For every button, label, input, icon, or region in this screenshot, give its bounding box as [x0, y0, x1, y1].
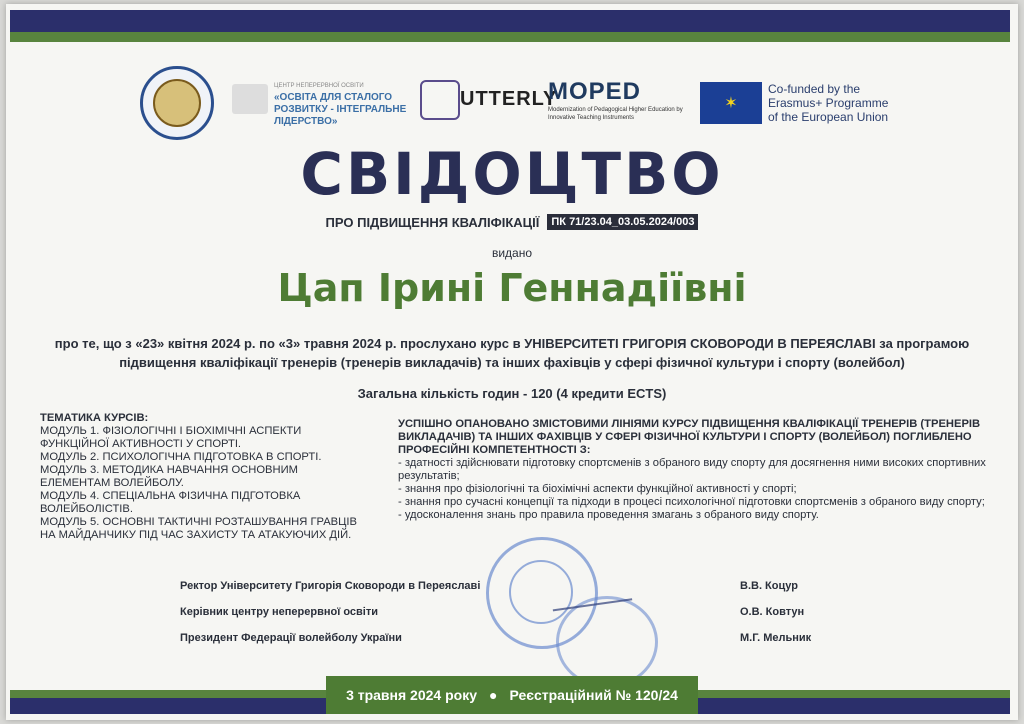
signatory-role: Президент Федерації волейболу України [180, 632, 402, 644]
eu-flag-icon: ✶ [700, 82, 762, 124]
course-topics [40, 412, 370, 542]
erasmus-text: Co-funded by the Erasmus+ Programme of the European Union [768, 82, 889, 124]
signatory-name: М.Г. Мельник [740, 632, 812, 644]
competencies [398, 418, 998, 522]
certificate-subtitle-row [0, 214, 1024, 230]
competency-item: - здатності здійснювати підготовку спортсменів з обраного виду спорту для досягнення ними високих спортивних результатів; [398, 457, 986, 482]
center-logo-caption: ЦЕНТР НЕПЕРЕРВНОЇ ОСВІТИ [274, 83, 364, 89]
utterly-logo [420, 80, 558, 124]
certificate-body: про те, що з «23» квітня 2024 р. по «3» травня 2024 р. прослухано курс в УНІВЕРСИТЕТІ ГРИГОРІЯ СКОВОРОДИ В ПЕРЕЯСЛАВІ за програмою підвищення кваліфікації тренерів (тренерів викладачів) та інших фахівців у сфері фізичної культури і спорту (волейбол) [54, 336, 970, 370]
signatory-role: Ректор Університету Григорія Сковороди в Переяславі [180, 580, 481, 592]
top-green-stripe [10, 32, 1010, 42]
erasmus-logo [700, 82, 900, 126]
signatory-name: В.В. Коцур [740, 580, 798, 592]
graduation-cap-icon [232, 84, 268, 114]
utterly-icon [420, 80, 460, 120]
recipient-name: Цап Ірині Геннадіївні [277, 266, 747, 310]
university-seal-logo [140, 66, 214, 140]
topic-item: МОДУЛЬ 4. СПЕЦІАЛЬНА ФІЗИЧНА ПІДГОТОВКА ВОЛЕЙБОЛІСТІВ. [40, 490, 301, 515]
topic-item: МОДУЛЬ 5. ОСНОВНІ ТАКТИЧНІ РОЗТАШУВАННЯ ГРАВЦІВ НА МАЙДАНЧИКУ ПІД ЧАС ЗАХИСТУ ТА АТАКУЮЧИХ ДІЙ. [40, 516, 357, 541]
moped-logo-text: MOPED [548, 78, 642, 105]
continuing-education-center-logo [232, 80, 422, 127]
issue-date: 3 травня 2024 року [346, 687, 477, 703]
topic-item: МОДУЛЬ 1. ФІЗІОЛОГІЧНІ І БІОХІМІЧНІ АСПЕКТИ ФУНКЦІЙНОЇ АКТИВНОСТІ У СПОРТІ. [40, 425, 302, 450]
registration-code: ПК 71/23.04_03.05.2024/003 [547, 214, 698, 230]
top-border-band [10, 10, 1010, 32]
bullet-icon: ● [488, 687, 498, 703]
moped-logo-subtitle: Modernization of Pedagogical Higher Education by Innovative Teaching Instruments [548, 107, 683, 121]
topics-header: ТЕМАТИКА КУРСІВ: [40, 412, 149, 424]
certificate-title: СВІДОЦТВО [300, 140, 724, 208]
footer-box [326, 676, 698, 714]
total-hours: Загальна кількість годин - 120 (4 кредити ECTS) [357, 386, 667, 401]
university-coat-of-arms-icon [153, 79, 201, 127]
signatory-name: О.В. Ковтун [740, 606, 805, 618]
competency-item: - знання про сучасні концепції та підходи в процесі психологічної підготовки спортсменів з обраного виду спорту; [398, 496, 985, 508]
moped-logo [548, 78, 688, 138]
topic-item: МОДУЛЬ 2. ПСИХОЛОГІЧНА ПІДГОТОВКА В СПОРТІ. [40, 451, 322, 463]
utterly-logo-text: UTTERLY [460, 88, 558, 110]
registration-number: Реєстраційний № 120/24 [509, 687, 678, 703]
federation-stamp [556, 596, 658, 688]
competencies-header: УСПІШНО ОПАНОВАНО ЗМІСТОВИМИ ЛІНІЯМИ КУРСУ ПІДВИЩЕННЯ КВАЛІФІКАЦІЇ ТРЕНЕРІВ (ТРЕНЕРІВ ВИКЛАДАЧІВ) ТА ІНШИХ ФАХІВЦІВ У СФЕРІ ФІЗИЧНОЇ КУЛЬТУРИ І СПОРТУ (ВОЛЕЙБОЛ) ПОГЛИБЛЕНО ПРОФЕСІЙНІ КОМПЕТЕНТНОСТІ З: [398, 418, 981, 456]
signatory-role: Керівник центру неперервної освіти [180, 606, 379, 618]
issued-label: видано [491, 246, 533, 260]
certificate-subtitle: ПРО ПІДВИЩЕННЯ КВАЛІФІКАЦІЇ [325, 214, 540, 230]
logos-row [0, 66, 1024, 136]
center-logo-title: «ОСВІТА ДЛЯ СТАЛОГО РОЗВИТКУ - ІНТЕГРАЛЬНЕ ЛІДЕРСТВО» [274, 92, 407, 127]
competency-item: - знання про фізіологічні та біохімічні аспекти функційної активності у спорті; [398, 483, 797, 495]
topic-item: МОДУЛЬ 3. МЕТОДИКА НАВЧАННЯ ОСНОВНИМ ЕЛЕМЕНТАМ ВОЛЕЙБОЛУ. [40, 464, 298, 489]
competency-item: - удосконалення знань про правила проведення змагань з обраного виду спорту. [398, 509, 819, 521]
